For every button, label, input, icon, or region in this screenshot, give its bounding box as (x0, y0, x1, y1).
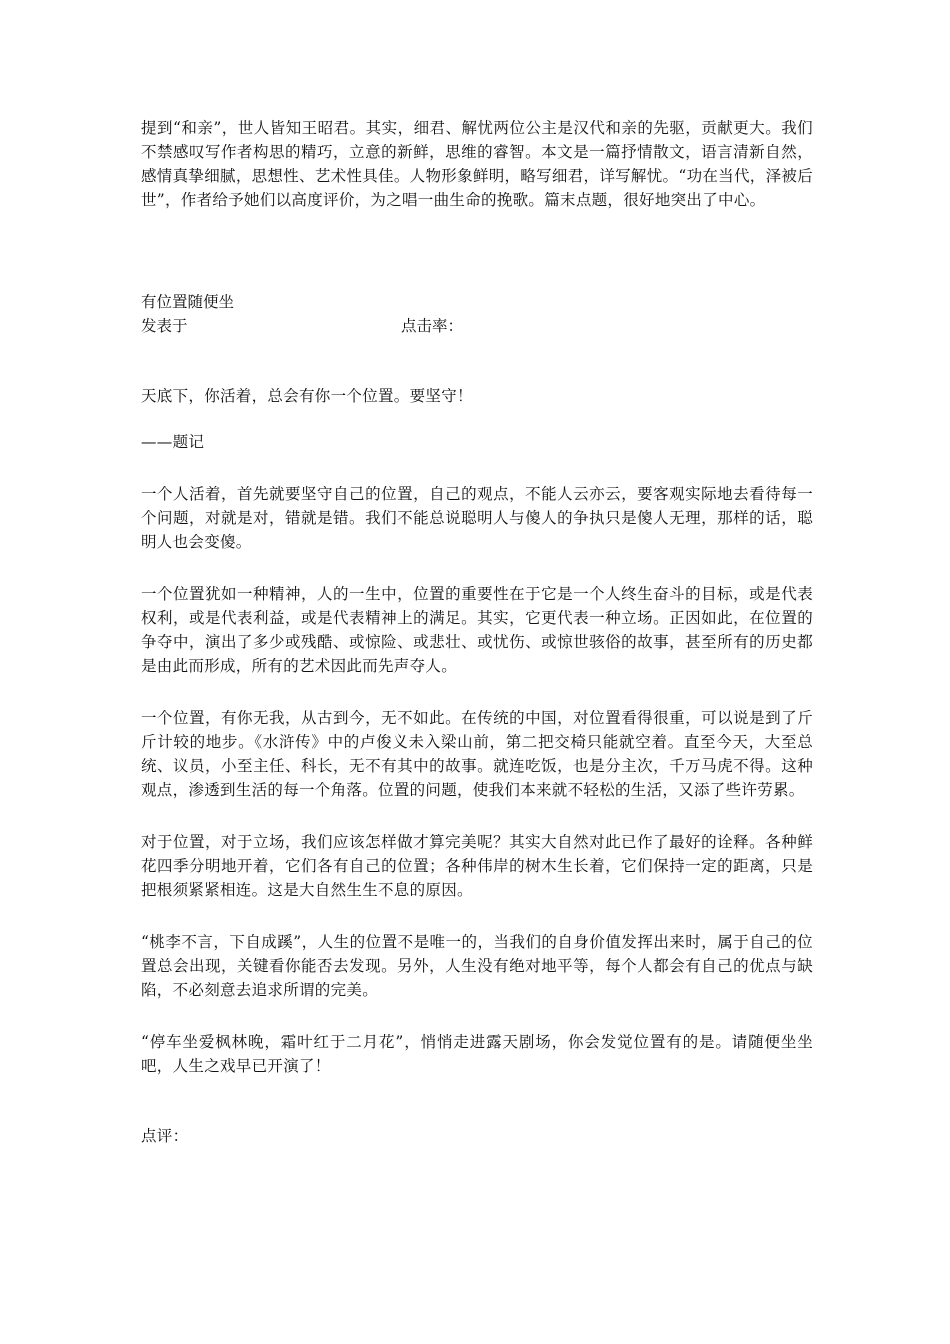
document-page (141, 116, 813, 1148)
spacer (141, 902, 813, 930)
body-paragraph: 一个位置，有你无我，从古到今，无不如此。在传统的中国，对位置看得很重，可以说是到了斤斤计较的地步。《水浒传》中的卢俊义未入梁山前，第二把交椅只能就空着。直至今天，大至总统、议员，小至主任、科长，无不有其中的故事。就连吃饭，也是分主次，千万马虎不得。这种观点，渗透到生活的每一个角落。位置的问题，使我们本来就不轻松的生活，又添了些许劳累。 (141, 709, 813, 799)
spacer (141, 1078, 813, 1124)
published-label: 发表于 (141, 317, 188, 335)
body-paragraph: “桃李不言，下自成蹊”，人生的位置不是唯一的，当我们的自身价值发挥出来时，属于自己的位置总会出现，关键看你能否去发现。另外，人生没有绝对地平等，每个人都会有自己的优点与缺陷，不必刻意去追求所谓的完美。 (141, 933, 813, 999)
intro-paragraph: 提到“和亲”，世人皆知王昭君。其实，细君、解忧两位公主是汉代和亲的先驱，贡献更大。我们不禁感叹写作者构思的精巧，立意的新鲜，思维的睿智。本文是一篇抒情散文，语言清新自然，感情真挚细腻，思想性、艺术性具佳。人物形象鲜明，略写细君，详写解忧。“功在当代，泽被后世”，作者给予她们以高度评价，为之唱一曲生命的挽歌。篇末点题，很好地突出了中心。 (141, 119, 813, 209)
comment-label: 点评： (141, 1127, 189, 1145)
body-paragraph: 对于位置，对于立场，我们应该怎样做才算完美呢？其实大自然对此已作了最好的诠释。各种鲜花四季分明地开着，它们各有自己的位置；各种伟岸的树木生长着，它们保持一定的距离，只是把根须紧紧相连。这是大自然生生不息的原因。 (141, 833, 813, 899)
spacer (141, 802, 813, 830)
body-paragraph: 一个人活着，首先就要坚守自己的位置，自己的观点，不能人云亦云，要客观实际地去看待每一个问题，对就是对，错就是错。我们不能总说聪明人与傻人的争执只是傻人无理，那样的话，聪明人也会变傻。 (141, 485, 813, 551)
body-paragraph: “停车坐爱枫林晚，霜叶红于二月花”，悄悄走进露天剧场，你会发觉位置有的是。请随便坐坐吧，人生之戏早已开演了！ (141, 1033, 813, 1075)
article-meta (141, 314, 813, 338)
epigraph-source: ——题记 (141, 433, 205, 451)
spacer (141, 338, 813, 384)
spacer (141, 678, 813, 706)
body-paragraph: 一个位置犹如一种精神，人的一生中，位置的重要性在于它是一个人终生奋斗的目标，或是代表权利，或是代表利益，或是代表精神上的满足。其实，它更代表一种立场。正因如此，在位置的争夺中，演出了多少或残酷、或惊险、或悲壮、或忧伤、或惊世骇俗的故事，甚至所有的历史都是由此而形成，所有的艺术因此而先声夺人。 (141, 585, 813, 675)
article-title: 有位置随便坐 (141, 293, 235, 311)
clicks-label: 点击率： (401, 317, 464, 335)
spacer (141, 212, 813, 290)
spacer (141, 454, 813, 482)
spacer (141, 554, 813, 582)
spacer (141, 1002, 813, 1030)
spacer (141, 408, 813, 430)
epigraph: 天底下，你活着，总会有你一个位置。要坚守！ (141, 387, 473, 405)
